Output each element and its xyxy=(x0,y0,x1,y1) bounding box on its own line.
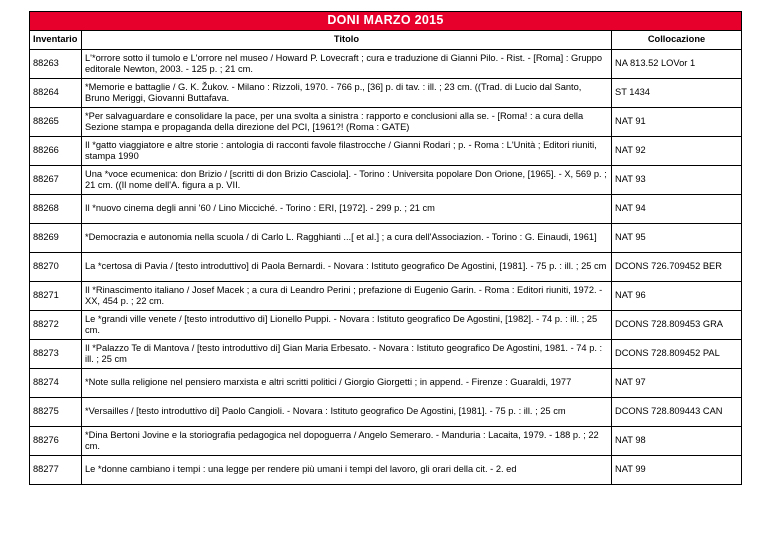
cell-collocazione: NAT 94 xyxy=(612,195,742,224)
table-row xyxy=(30,224,742,253)
table-row xyxy=(30,369,742,398)
cell-titolo: *Versailles / [testo introduttivo di] Paolo Cangioli. - Novara : Istituto geografico De Agostini, [1981]. - 75 p. : ill. ; 25 cm xyxy=(82,398,612,427)
cell-inventario: 88263 xyxy=(30,50,82,79)
cell-titolo: Una *voce ecumenica: don Brizio / [scritti di don Brizio Casciola]. - Torino : Universita popolare Don Orione, [1965]. - X, 569 p. ; 21 cm. ((Il nome dell'A. figura a p. VII. xyxy=(82,166,612,195)
cell-inventario: 88274 xyxy=(30,369,82,398)
cell-collocazione: NAT 99 xyxy=(612,456,742,485)
cell-titolo: La *certosa di Pavia / [testo introduttivo] di Paola Bernardi. - Novara : Istituto geografico De Agostini, [1981]. - 75 p. : ill. ; 25 cm xyxy=(82,253,612,282)
donations-table xyxy=(29,11,742,485)
header-collocazione: Collocazione xyxy=(612,31,742,50)
cell-collocazione: NA 813.52 LOVor 1 xyxy=(612,50,742,79)
cell-collocazione: ST 1434 xyxy=(612,79,742,108)
cell-titolo: Le *grandi ville venete / [testo introduttivo di] Lionello Puppi. - Novara : Istituto geografico De Agostini, [1982]. - 74 p. : ill. ; 25 cm. xyxy=(82,311,612,340)
table-row xyxy=(30,427,742,456)
cell-inventario: 88266 xyxy=(30,137,82,166)
table-row xyxy=(30,79,742,108)
cell-titolo: L'*orrore sotto il tumolo e L'orrore nel museo / Howard P. Lovecraft ; cura e traduzione di Gianni Pilo. - Rist. - [Roma] : Gruppo editorale Newton, 2003. - 125 p. ; 21 cm. xyxy=(82,50,612,79)
cell-collocazione: DCONS 726.709452 BER xyxy=(612,253,742,282)
cell-titolo: *Note sulla religione nel pensiero marxista e altri scritti politici / Giorgio Giorgetti ; in append. - Firenze : Guaraldi, 1977 xyxy=(82,369,612,398)
cell-collocazione: NAT 93 xyxy=(612,166,742,195)
cell-inventario: 88265 xyxy=(30,108,82,137)
table-row xyxy=(30,456,742,485)
cell-inventario: 88272 xyxy=(30,311,82,340)
header-titolo: Titolo xyxy=(82,31,612,50)
cell-inventario: 88268 xyxy=(30,195,82,224)
sheet-title: DONI MARZO 2015 xyxy=(30,12,742,31)
table-row xyxy=(30,50,742,79)
cell-titolo: Il *nuovo cinema degli anni '60 / Lino Micciché. - Torino : ERI, [1972]. - 299 p. ; 21 cm xyxy=(82,195,612,224)
cell-titolo: Le *donne cambiano i tempi : una legge per rendere più umani i tempi del lavoro, gli orari della cit. - 2. ed xyxy=(82,456,612,485)
cell-titolo: *Democrazia e autonomia nella scuola / di Carlo L. Ragghianti ...[ et al.] ; a cura dell'Associazion. - Torino : G. Einaudi, 1961] xyxy=(82,224,612,253)
cell-inventario: 88276 xyxy=(30,427,82,456)
cell-collocazione: NAT 96 xyxy=(612,282,742,311)
cell-collocazione: NAT 91 xyxy=(612,108,742,137)
table-row xyxy=(30,137,742,166)
cell-inventario: 88277 xyxy=(30,456,82,485)
cell-titolo: *Per salvaguardare e consolidare la pace, per una svolta a sinistra : rapporto e conclusioni alla se. - [Roma! : a cura della Sezione stampa e propaganda della direzione del PCI, [1961?! (Roma : GATE) xyxy=(82,108,612,137)
header-inventario: Inventario xyxy=(30,31,82,50)
cell-collocazione: NAT 92 xyxy=(612,137,742,166)
cell-titolo: Il *Rinascimento italiano / Josef Macek ; a cura di Leandro Perini ; prefazione di Eugenio Garin. - Roma : Editori riuniti, 1972. - XX, 454 p. ; 22 cm. xyxy=(82,282,612,311)
table-row xyxy=(30,253,742,282)
table-row xyxy=(30,398,742,427)
cell-inventario: 88267 xyxy=(30,166,82,195)
cell-titolo: Il *Palazzo Te di Mantova / [testo introduttivo di] Gian Maria Erbesato. - Novara : Istituto geografico De Agostini, 1981. - 74 p. : ill. ; 25 cm xyxy=(82,340,612,369)
cell-collocazione: NAT 95 xyxy=(612,224,742,253)
header-row xyxy=(30,31,742,50)
cell-inventario: 88275 xyxy=(30,398,82,427)
table-row xyxy=(30,166,742,195)
cell-inventario: 88273 xyxy=(30,340,82,369)
cell-collocazione: NAT 98 xyxy=(612,427,742,456)
table-row xyxy=(30,311,742,340)
catalog-sheet xyxy=(29,11,741,485)
table-row xyxy=(30,282,742,311)
cell-titolo: *Memorie e battaglie / G. K. Žukov. - Milano : Rizzoli, 1970. - 766 p., [36] p. di tav. : ill. ; 23 cm. ((Trad. di Lucio dal Santo, Bruno Meriggi, Giovanni Buttafava. xyxy=(82,79,612,108)
cell-titolo: *Dina Bertoni Jovine e la storiografia pedagogica nel dopoguerra / Angelo Semeraro. - Manduria : Lacaita, 1979. - 188 p. ; 22 cm. xyxy=(82,427,612,456)
cell-inventario: 88271 xyxy=(30,282,82,311)
cell-collocazione: NAT 97 xyxy=(612,369,742,398)
table-row xyxy=(30,340,742,369)
cell-collocazione: DCONS 728.809443 CAN xyxy=(612,398,742,427)
cell-inventario: 88264 xyxy=(30,79,82,108)
table-row xyxy=(30,108,742,137)
table-row xyxy=(30,195,742,224)
cell-titolo: Il *gatto viaggiatore e altre storie : antologia di racconti favole filastrocche / Gianni Rodari ; p. - Roma : L'Unità ; Editori riuniti, stampa 1990 xyxy=(82,137,612,166)
cell-collocazione: DCONS 728.809452 PAL xyxy=(612,340,742,369)
cell-inventario: 88269 xyxy=(30,224,82,253)
cell-inventario: 88270 xyxy=(30,253,82,282)
cell-collocazione: DCONS 728.809453 GRA xyxy=(612,311,742,340)
